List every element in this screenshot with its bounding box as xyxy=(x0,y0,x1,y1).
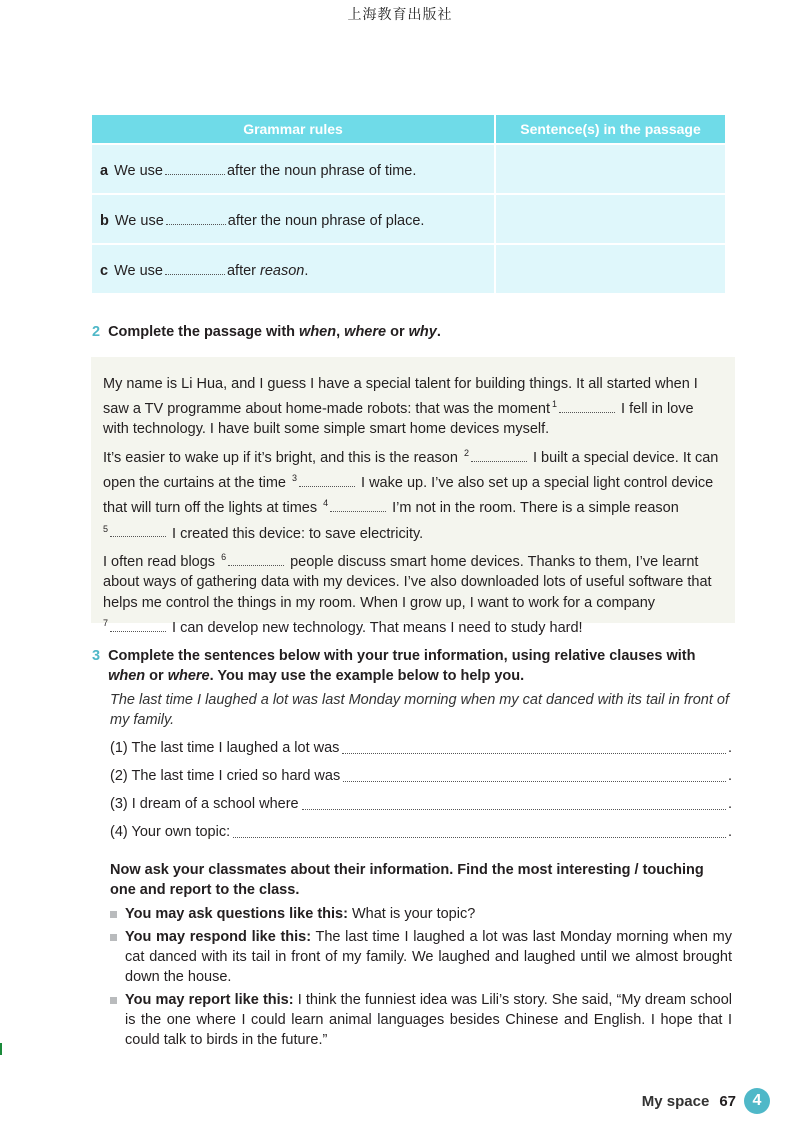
bullet-body: I think the funniest idea was Lili’s story. She said, “My dream school is the one where I could learn animal languages besides Chinese and English. I hope that I could talk to birds in the future.” xyxy=(125,992,732,1048)
section-number: 3 xyxy=(92,648,101,664)
passage-text: I built a special device. It can open the curtains at the time xyxy=(103,450,719,492)
table-header-row xyxy=(92,115,725,143)
section-number: 2 xyxy=(92,324,101,340)
blank-number: 2 xyxy=(463,448,469,459)
passage-text: I’m not in the room. There is a simple reason xyxy=(392,500,679,517)
heading-text: Complete the passage with xyxy=(108,324,296,340)
passage-text: I often read blogs xyxy=(103,554,216,571)
heading-or: or xyxy=(390,324,405,340)
period: . xyxy=(727,824,732,840)
rule-tail: . xyxy=(304,263,309,279)
answer-line-1 xyxy=(110,730,732,758)
blank-number: 5 xyxy=(103,523,109,534)
unit-badge: 4 xyxy=(744,1088,770,1114)
keyword-when: when xyxy=(108,668,146,684)
answer-blank[interactable] xyxy=(165,260,225,275)
answer-blank[interactable] xyxy=(165,160,225,175)
keyword-where: where xyxy=(167,668,210,684)
heading-or: or xyxy=(149,668,164,684)
write-line[interactable] xyxy=(233,836,726,838)
prompt-text: (1) The last time I laughed a lot was xyxy=(110,740,340,756)
list-item xyxy=(110,904,732,924)
table-row xyxy=(92,145,725,193)
square-bullet-icon xyxy=(110,997,117,1004)
bullet-text xyxy=(125,904,475,924)
sentence-cell[interactable] xyxy=(496,145,725,193)
passage-text: My name is Li Hua, and I guess I have a special talent for building things. It all started when I saw a TV programme about home-made robots: that was the moment xyxy=(103,376,698,418)
table-row xyxy=(92,245,725,293)
period: . xyxy=(727,796,732,812)
passage-blank-6[interactable] xyxy=(228,553,284,566)
passage-blank-4[interactable] xyxy=(330,499,386,512)
answer-line-4 xyxy=(110,814,732,842)
passage-blank-3[interactable] xyxy=(299,474,355,487)
rule-pre: We use xyxy=(114,263,163,279)
blank-number: 6 xyxy=(221,552,227,563)
publisher-header: 上海教育出版社 xyxy=(347,7,453,23)
passage-text: I fell in love with technology. I have built some simple smart home devices myself. xyxy=(103,401,694,438)
answer-line-2 xyxy=(110,758,732,786)
answer-blank[interactable] xyxy=(166,210,226,225)
rule-cell xyxy=(92,145,494,193)
blank-number: 1 xyxy=(552,399,558,410)
answer-line-3 xyxy=(110,786,732,814)
passage-blank-1[interactable] xyxy=(559,400,615,413)
section-name: My space xyxy=(641,1092,710,1110)
keyword-when: when xyxy=(299,324,337,340)
rule-cell xyxy=(92,195,494,243)
grammar-rules-table xyxy=(92,115,725,293)
table-row xyxy=(92,195,725,243)
passage-blank-7[interactable] xyxy=(110,619,166,632)
example-sentence: The last time I laughed a lot was last Monday morning when my cat danced with its tail in front of my family. xyxy=(110,692,729,728)
prompt-text: (3) I dream of a school where xyxy=(110,796,299,812)
blank-number: 3 xyxy=(292,473,298,484)
passage-blank-2[interactable] xyxy=(471,449,527,462)
heading-part: Complete the sentences below with your true information, using relative clauses with xyxy=(108,648,696,664)
passage-text: I wake up. I’ve also set up a special light control device that will turn off the lights at times xyxy=(103,475,714,517)
write-line[interactable] xyxy=(342,752,726,754)
keyword-why: why xyxy=(408,324,437,340)
column-header-grammar-rules: Grammar rules xyxy=(92,115,494,143)
bullet-label: You may respond like this: xyxy=(125,929,312,945)
keyword-where: where xyxy=(344,324,387,340)
rule-post: after the noun phrase of place. xyxy=(227,213,425,229)
page-footer xyxy=(642,1088,770,1114)
passage-text: I can develop new technology. That means I need to study hard! xyxy=(172,619,583,636)
heading-part: . You may use the example below to help you. xyxy=(209,668,525,684)
bullet-body: What is your topic? xyxy=(351,906,476,922)
passage-paragraph xyxy=(103,443,723,544)
period: . xyxy=(727,740,732,756)
rule-letter: b xyxy=(100,213,109,229)
bullet-text xyxy=(125,927,732,987)
prompt-text: (2) The last time I cried so hard was xyxy=(110,768,341,784)
write-line[interactable] xyxy=(343,780,726,782)
passage-blank-5[interactable] xyxy=(110,524,166,537)
passage-text: people discuss smart home devices. Thanks to them, I’ve learnt about ways of gathering data with my devices. I’ve also downloaded lots of useful software that helps me control the things in my room. When I grow up, I want to work for a company xyxy=(103,554,712,611)
sentence-cell[interactable] xyxy=(496,195,725,243)
passage-box xyxy=(91,357,735,636)
period: . xyxy=(727,768,732,784)
passage-paragraph xyxy=(103,547,723,638)
write-line[interactable] xyxy=(302,808,726,810)
prompt-text: (4) Your own topic: xyxy=(110,824,231,840)
passage-paragraph xyxy=(103,374,723,440)
bullet-label: You may ask questions like this: xyxy=(125,906,348,922)
rule-letter: c xyxy=(100,263,109,279)
sentence-cell[interactable] xyxy=(496,245,725,293)
passage-text: It’s easier to wake up if it’s bright, and this is the reason xyxy=(103,450,458,467)
bullet-label: You may report like this: xyxy=(125,992,294,1008)
rule-cell xyxy=(92,245,494,293)
section-3 xyxy=(92,646,732,1050)
column-header-sentences: Sentence(s) in the passage xyxy=(496,115,725,143)
bullet-text xyxy=(125,990,732,1050)
passage-text: I created this device: to save electricity. xyxy=(172,525,424,542)
margin-mark xyxy=(0,1043,2,1055)
section-2-heading: 2 Complete the passage with when, where or why. xyxy=(92,324,441,340)
list-item xyxy=(110,927,732,987)
rule-pre: We use xyxy=(114,213,164,229)
list-item xyxy=(110,990,732,1050)
square-bullet-icon xyxy=(110,911,117,918)
rule-letter: a xyxy=(100,163,109,179)
blank-number: 4 xyxy=(323,498,329,509)
section-3-heading xyxy=(92,646,732,686)
rule-post: after the noun phrase of time. xyxy=(226,163,417,179)
bullet-body: The last time I laughed a lot was last Monday morning when my cat danced with its tail in front of my family. We laughed and laughed until we almost brought down the house. xyxy=(125,929,732,985)
heading-text xyxy=(108,646,732,686)
page-number: 67 xyxy=(719,1092,736,1110)
rule-pre: We use xyxy=(114,163,163,179)
blank-number: 7 xyxy=(103,617,109,628)
rule-post: after xyxy=(226,263,256,279)
square-bullet-icon xyxy=(110,934,117,941)
discussion-heading: Now ask your classmates about their information. Find the most interesting / touching one and report to the class. xyxy=(110,862,704,898)
rule-post-italic: reason xyxy=(260,263,305,279)
